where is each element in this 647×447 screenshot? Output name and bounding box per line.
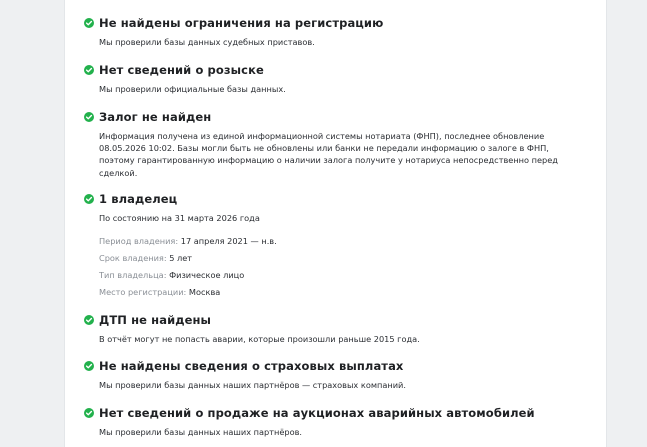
check-circle-icon <box>84 408 94 418</box>
section-wanted <box>84 63 584 95</box>
section-owners <box>84 192 584 298</box>
section-description: Информация получена из единой информационной системы нотариата (ФНП), последнее обновление 08.05.2026 10:02. Базы могли быть не обновлены или банки не передали информацию о залоге в ФНП, поэтому гарантированную информацию о наличии залога получите у нотариуса непосредственно перед сделкой. <box>99 131 558 178</box>
section-description: Мы проверили базы данных наших партнёров — страховых компаний. <box>99 380 406 390</box>
check-circle-icon <box>84 361 94 371</box>
section-description: Мы проверили базы данных судебных приставов. <box>99 37 315 47</box>
detail-value: 5 лет <box>169 253 193 264</box>
section-registration-restrictions <box>84 16 584 48</box>
check-circle-icon <box>84 18 94 28</box>
detail-label: Период владения: <box>99 236 179 247</box>
detail-value: 17 апреля 2021 — н.в. <box>180 236 277 247</box>
detail-label: Срок владения: <box>99 253 167 264</box>
report-card <box>64 0 607 447</box>
detail-value: Москва <box>188 287 221 298</box>
check-circle-icon <box>84 112 94 122</box>
check-circle-icon <box>84 194 94 204</box>
section-title: Нет сведений о розыске <box>99 63 264 77</box>
detail-label: Место регистрации: <box>99 287 187 298</box>
detail-label: Тип владельца: <box>99 270 167 281</box>
check-circle-icon <box>84 315 94 325</box>
section-description: Мы проверили официальные базы данных. <box>99 84 286 94</box>
section-description: Мы проверили базы данных наших партнёров. <box>99 427 303 437</box>
owner-detail-type <box>99 269 584 281</box>
section-title: Не найдены сведения о страховых выплатах <box>99 359 404 373</box>
section-insurance-payouts <box>84 359 584 391</box>
section-title: Не найдены ограничения на регистрацию <box>99 16 384 30</box>
owner-detail-period <box>99 235 584 247</box>
section-accidents <box>84 313 584 345</box>
section-title: 1 владелец <box>99 192 178 206</box>
detail-value: Физическое лицо <box>169 270 245 281</box>
owner-detail-duration <box>99 252 584 264</box>
section-title: Залог не найден <box>99 110 212 124</box>
owner-detail-region <box>99 286 584 298</box>
section-description: В отчёт могут не попасть аварии, которые произошли раньше 2015 года. <box>99 334 420 344</box>
section-pledge <box>84 110 584 179</box>
section-description: По состоянию на 31 марта 2026 года <box>99 213 260 223</box>
section-salvage-auctions <box>84 406 584 438</box>
check-circle-icon <box>84 65 94 75</box>
section-title: ДТП не найдены <box>99 313 212 327</box>
section-title: Нет сведений о продаже на аукционах аварийных автомобилей <box>99 406 535 420</box>
